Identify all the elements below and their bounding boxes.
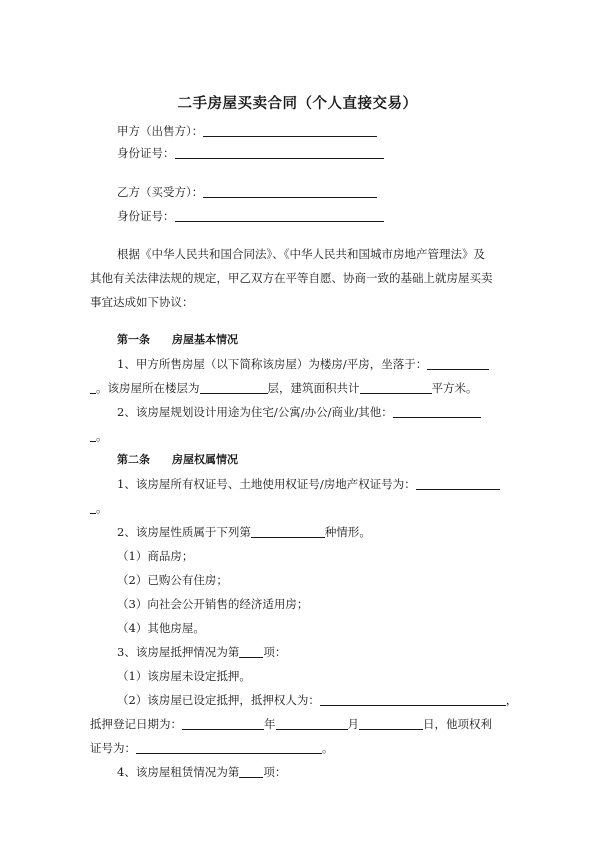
article-2-para-4 bbox=[117, 764, 286, 780]
mortgagee-blank[interactable] bbox=[320, 693, 506, 706]
article-2-para-2 bbox=[117, 524, 371, 540]
mortgage-option-2 bbox=[117, 692, 517, 708]
right-cert-blank[interactable] bbox=[136, 741, 322, 754]
party-a-line bbox=[117, 123, 377, 139]
certificate-blank[interactable] bbox=[416, 477, 500, 490]
mortgagee-label: （2）该房屋已设定抵押，抵押权人为： bbox=[117, 693, 320, 707]
article-2-number: 第二条 bbox=[117, 453, 150, 466]
mortgage-suffix: 项： bbox=[263, 645, 287, 659]
party-a-id-label: 身份证号： bbox=[117, 146, 175, 160]
party-a-label: 甲方（出售方）： bbox=[117, 124, 204, 138]
page-title: 二手房屋买卖合同（个人直接交易） bbox=[177, 96, 418, 112]
party-b-blank[interactable] bbox=[203, 185, 377, 198]
mortgage-label: 3、该房屋抵押情况为第 bbox=[117, 645, 240, 659]
preamble-line-1: 根据《中华人民共和国合同法》、《中华人民共和国城市房地产管理法》及 bbox=[117, 247, 485, 261]
lease-label: 4、该房屋租赁情况为第 bbox=[117, 765, 240, 779]
area-unit: 平方米。 bbox=[431, 381, 478, 395]
article-2-para-3 bbox=[117, 644, 286, 660]
party-a-id-blank[interactable] bbox=[175, 146, 384, 159]
usage-blank[interactable] bbox=[393, 405, 481, 418]
article-1-title: 房屋基本情况 bbox=[172, 333, 238, 346]
right-cert-suffix: 。 bbox=[322, 741, 334, 755]
right-cert-line bbox=[90, 740, 334, 756]
option-3: （3）向社会公开销售的经济适用房； bbox=[117, 597, 309, 611]
year-blank[interactable] bbox=[182, 717, 264, 730]
party-b-label: 乙方（买受方）： bbox=[117, 185, 204, 199]
right-cert-label: 证号为： bbox=[90, 741, 136, 755]
mortgage-date-line bbox=[90, 716, 492, 732]
option-4: （4）其他房屋。 bbox=[117, 621, 205, 635]
article-2-para-1a-text: 1、该房屋所有权证号、土地使用权证号/房地产权证号为： bbox=[117, 477, 416, 491]
article-1-para-2a bbox=[117, 404, 481, 420]
party-b-id-line bbox=[117, 208, 384, 224]
mortgage-date-label: 抵押登记日期为： bbox=[90, 717, 182, 731]
article-1-para-2b bbox=[90, 428, 108, 444]
preamble-line-2: 其他有关法律法规的规定，甲乙双方在平等自愿、协商一致的基础上就房屋买卖 bbox=[90, 271, 493, 285]
article-1-heading bbox=[117, 332, 238, 348]
party-a-blank[interactable] bbox=[203, 124, 377, 137]
article-1-para-1b bbox=[90, 380, 478, 396]
article-2-para-1b bbox=[90, 500, 108, 516]
article-1-para-2b-text: 。 bbox=[96, 429, 108, 443]
property-type-blank[interactable] bbox=[251, 525, 325, 538]
article-2-para-1b-text: 。 bbox=[96, 501, 108, 515]
option-1: （1）商品房； bbox=[117, 549, 194, 563]
day-blank[interactable] bbox=[359, 717, 423, 730]
article-1-number: 第一条 bbox=[117, 333, 150, 346]
floor-label: 。该房屋所在楼层为 bbox=[96, 381, 200, 395]
mortgagee-suffix: ， bbox=[505, 693, 518, 707]
party-b-line bbox=[117, 184, 377, 200]
party-b-id-label: 身份证号： bbox=[117, 209, 175, 223]
party-a-id-line bbox=[117, 145, 384, 161]
property-type-label: 2、该房屋性质属于下列第 bbox=[117, 525, 251, 539]
mortgage-option-1: （1）该房屋未设定抵押。 bbox=[117, 669, 251, 683]
area-label: 层，建筑面积共计 bbox=[267, 381, 360, 395]
day-label: 日，他项权利 bbox=[423, 717, 492, 731]
year-label: 年 bbox=[264, 717, 276, 731]
option-2: （2）已购公有住房； bbox=[117, 573, 228, 587]
preamble-line-3: 事宜达成如下协议： bbox=[90, 295, 194, 309]
article-1-para-1a bbox=[117, 356, 489, 372]
article-1-para-2a-text: 2、该房屋规划设计用途为住宅/公寓/办公/商业/其他： bbox=[117, 405, 393, 419]
location-blank[interactable] bbox=[427, 357, 489, 370]
floor-blank[interactable] bbox=[200, 381, 268, 394]
article-2-title: 房屋权属情况 bbox=[172, 453, 238, 466]
article-2-heading bbox=[117, 452, 238, 468]
area-blank[interactable] bbox=[360, 381, 432, 394]
mortgage-item-blank[interactable] bbox=[239, 645, 263, 658]
article-1-para-1a-text: 1、甲方所售房屋（以下简称该房屋）为楼房/平房，坐落于： bbox=[117, 357, 428, 371]
article-2-para-1a bbox=[117, 476, 500, 492]
party-b-id-blank[interactable] bbox=[175, 209, 384, 222]
lease-item-blank[interactable] bbox=[239, 765, 263, 778]
month-blank[interactable] bbox=[276, 717, 348, 730]
lease-suffix: 项： bbox=[263, 765, 287, 779]
month-label: 月 bbox=[347, 717, 359, 731]
property-type-suffix: 种情形。 bbox=[324, 525, 371, 539]
